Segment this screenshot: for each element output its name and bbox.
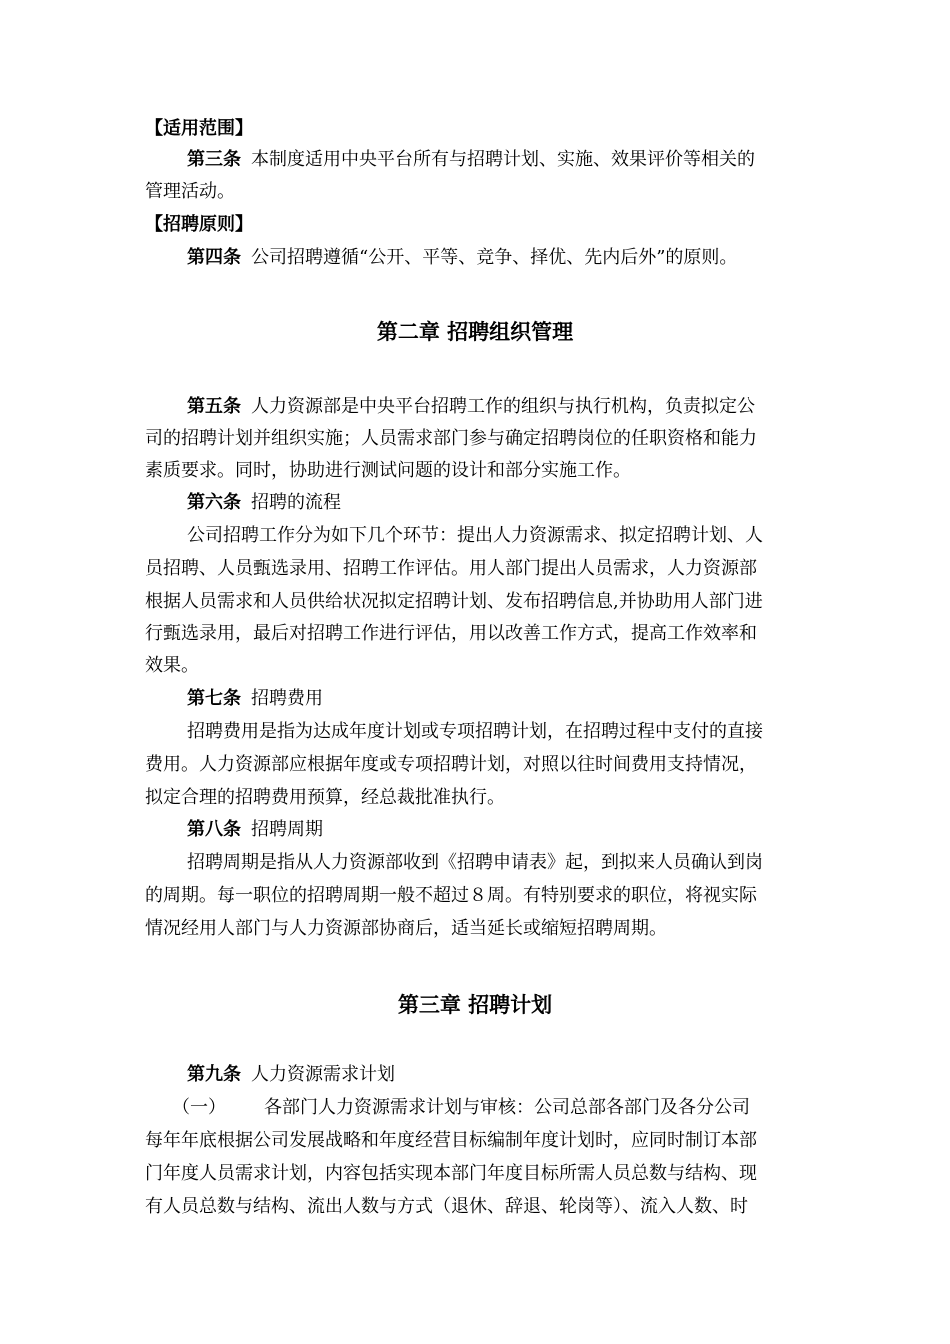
article-5-text: 人力资源部是中央平台招聘工作的组织与执行机构，负责拟定公 xyxy=(251,396,755,417)
chapter-2-heading: 第二章 招聘组织管理 xyxy=(376,319,574,344)
article-3-text: 本制度适用中央平台所有与招聘计划、实施、效果评价等相关的 xyxy=(251,149,755,170)
article-8-label: 第八条 xyxy=(187,819,241,840)
article-4-label: 第四条 xyxy=(187,247,241,268)
article-7-label: 第七条 xyxy=(187,688,241,709)
article-5-line-3: 素质要求。同时，协助进行测试问题的设计和部分实施工作。 xyxy=(145,460,631,481)
article-9-item-text: 各部门人力资源需求计划与审核：公司总部各部门及各分公司 xyxy=(264,1097,750,1118)
article-6-para-line-5: 效果。 xyxy=(145,655,199,676)
article-8-para-line-1: 招聘周期是指从人力资源部收到《招聘申请表》起，到拟来人员确认到岗 xyxy=(187,852,763,873)
article-9-item-1-line-3: 门年度人员需求计划，内容包括实现本部门年度目标所需人员总数与结构、现 xyxy=(145,1163,757,1184)
article-4-line-1 xyxy=(187,246,737,270)
article-6-label: 第六条 xyxy=(187,492,241,513)
chapter-3-heading: 第三章 招聘计划 xyxy=(397,992,553,1017)
article-9-item-1-line-2: 每年年底根据公司发展战略和年度经营目标编制年度计划时，应同时制订本部 xyxy=(145,1130,757,1151)
article-9-heading xyxy=(187,1063,395,1087)
article-7-para-line-2: 费用。人力资源部应根据年度或专项招聘计划，对照以往时间费用支持情况， xyxy=(145,754,757,775)
article-6-title: 招聘的流程 xyxy=(251,492,341,513)
article-8-heading xyxy=(187,818,323,842)
article-9-title: 人力资源需求计划 xyxy=(251,1064,395,1085)
article-6-heading xyxy=(187,491,341,515)
article-8-para-line-2: 的周期。每一职位的招聘周期一般不超过８周。有特别要求的职位，将视实际 xyxy=(145,885,757,906)
article-4-text: 公司招聘遵循“公开、平等、竞争、择优、先内后外”的原则。 xyxy=(251,247,738,268)
section-label-scope: 【适用范围】 xyxy=(145,118,253,139)
article-9-item-1-line-1 xyxy=(172,1096,750,1120)
article-5-line-2: 司的招聘计划并组织实施；人员需求部门参与确定招聘岗位的任职资格和能力 xyxy=(145,428,757,449)
article-3-line-1 xyxy=(187,148,755,172)
article-3-label: 第三条 xyxy=(187,149,241,170)
article-3-line-2: 管理活动。 xyxy=(145,181,235,202)
article-8-title: 招聘周期 xyxy=(251,819,323,840)
article-7-para-line-1: 招聘费用是指为达成年度计划或专项招聘计划，在招聘过程中支付的直接 xyxy=(187,721,763,742)
article-5-label: 第五条 xyxy=(187,396,241,417)
article-7-title: 招聘费用 xyxy=(251,688,323,709)
article-7-heading xyxy=(187,687,323,711)
article-6-para-line-1: 公司招聘工作分为如下几个环节：提出人力资源需求、拟定招聘计划、人 xyxy=(187,525,763,546)
article-9-label: 第九条 xyxy=(187,1064,241,1085)
article-9-item-number: （一） xyxy=(172,1097,226,1118)
section-label-principle: 【招聘原则】 xyxy=(145,214,253,235)
article-6-para-line-3: 根据人员需求和人员供给状况拟定招聘计划、发布招聘信息,并协助用人部门进 xyxy=(145,591,763,612)
article-8-para-line-3: 情况经用人部门与人力资源部协商后，适当延长或缩短招聘周期。 xyxy=(145,918,667,939)
article-9-item-1-line-4: 有人员总数与结构、流出人数与方式（退休、辞退、轮岗等）、流入人数、时 xyxy=(145,1196,748,1217)
article-6-para-line-4: 行甄选录用，最后对招聘工作进行评估，用以改善工作方式，提高工作效率和 xyxy=(145,623,757,644)
article-5-line-1 xyxy=(187,395,755,419)
article-6-para-line-2: 员招聘、人员甄选录用、招聘工作评估。用人部门提出人员需求，人力资源部 xyxy=(145,558,757,579)
article-7-para-line-3: 拟定合理的招聘费用预算，经总裁批准执行。 xyxy=(145,787,505,808)
